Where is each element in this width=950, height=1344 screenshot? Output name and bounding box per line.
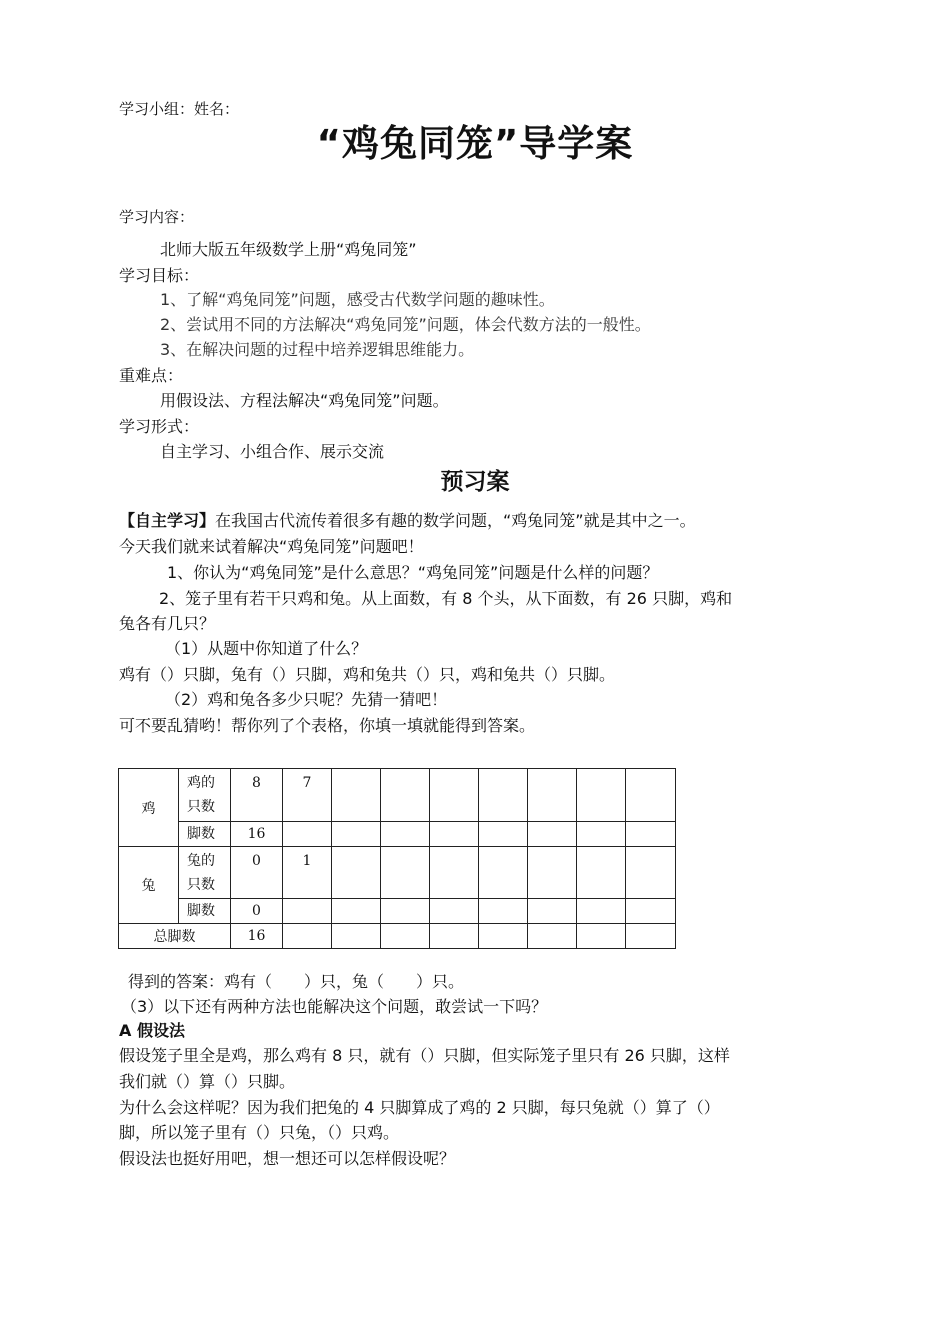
sub-question-2-note: 可不要乱猜哟！帮你列了个表格，你填一填就能得到答案。 <box>119 716 536 735</box>
table-row-chicken-count <box>119 769 676 822</box>
preview-intro1: 在我国古代流传着很多有趣的数学问题，“鸡兔同笼”就是其中之一。 <box>215 511 696 530</box>
table-cell[interactable] <box>626 924 676 949</box>
self-study-tag: 【自主学习】 <box>119 511 216 530</box>
table-cell[interactable] <box>283 924 332 949</box>
table-cell[interactable]: 8 <box>231 769 283 822</box>
rabbit-feet-label: 脚数 <box>179 899 231 924</box>
chicken-feet-label: 脚数 <box>179 822 231 847</box>
table-row-total-feet <box>119 924 676 949</box>
table-cell[interactable]: 7 <box>283 769 332 822</box>
table-cell[interactable]: 1 <box>283 847 332 899</box>
question-2-line1: 2、笼子里有若干只鸡和兔。从上面数，有 8 个头，从下面数，有 26 只脚，鸡和 <box>159 589 733 608</box>
table-cell[interactable] <box>381 769 430 822</box>
table-cell[interactable] <box>332 924 381 949</box>
content-text: 北师大版五年级数学上册“鸡兔同笼” <box>160 240 417 259</box>
rabbit-count-label: 兔的 只数 <box>179 847 231 899</box>
table-cell[interactable] <box>577 769 626 822</box>
sub-question-1: （1）从题中你知道了什么？ <box>165 639 368 658</box>
guess-table <box>118 768 676 949</box>
table-cell[interactable] <box>430 769 479 822</box>
method-a-line3: 为什么会这样呢？因为我们把兔的 4 只脚算成了鸡的 2 只脚，每只兔就（）算了（） <box>119 1098 720 1117</box>
table-cell[interactable] <box>283 822 332 847</box>
table-cell[interactable] <box>528 847 577 899</box>
table-cell[interactable] <box>479 822 528 847</box>
table-cell[interactable] <box>577 899 626 924</box>
method-a-line2: 我们就（）算（）只脚。 <box>119 1072 296 1091</box>
table-cell[interactable] <box>381 822 430 847</box>
table-cell[interactable] <box>381 924 430 949</box>
table-row-rabbit-count <box>119 847 676 899</box>
table-cell[interactable] <box>577 822 626 847</box>
form-label: 学习形式： <box>119 417 200 436</box>
table-cell[interactable] <box>332 822 381 847</box>
content-label: 学习内容： <box>119 208 195 226</box>
table-cell[interactable] <box>430 847 479 899</box>
method-a-line1: 假设笼子里全是鸡，那么鸡有 8 只，就有（）只脚，但实际笼子里只有 26 只脚，这样 <box>119 1046 730 1065</box>
table-cell[interactable] <box>283 899 332 924</box>
table-cell[interactable] <box>528 769 577 822</box>
goal-item-1: 1、了解“鸡兔同笼”问题，感受古代数学问题的趣味性。 <box>160 290 555 309</box>
goal-item-3: 3、在解决问题的过程中培养逻辑思维能力。 <box>160 340 475 359</box>
table-cell[interactable] <box>577 847 626 899</box>
preview-title: 预习案 <box>440 469 510 495</box>
table-cell[interactable]: 16 <box>231 822 283 847</box>
table-cell[interactable] <box>528 822 577 847</box>
preview-intro-line1 <box>119 511 696 531</box>
goals-label: 学习目标： <box>119 266 200 285</box>
table-row-rabbit-feet <box>119 899 676 924</box>
table-cell[interactable] <box>528 899 577 924</box>
method-a-title: A 假设法 <box>119 1021 185 1040</box>
question-2-line2: 兔各有几只？ <box>119 614 216 633</box>
table-cell[interactable] <box>479 924 528 949</box>
sub-question-1-fill: 鸡有（）只脚，兔有（）只脚，鸡和兔共（）只，鸡和兔共（）只脚。 <box>119 665 616 684</box>
sub-question-3: （3）以下还有两种方法也能解决这个问题，敢尝试一下吗？ <box>121 997 548 1016</box>
table-cell[interactable] <box>626 899 676 924</box>
table-cell[interactable] <box>332 899 381 924</box>
table-cell[interactable] <box>381 899 430 924</box>
table-cell[interactable] <box>626 822 676 847</box>
chicken-header: 鸡 <box>119 769 179 847</box>
method-a-line4: 脚，所以笼子里有（）只兔，（）只鸡。 <box>119 1123 400 1142</box>
preview-intro2: 今天我们就来试着解决“鸡兔同笼”问题吧！ <box>119 537 424 556</box>
table-cell[interactable] <box>479 899 528 924</box>
key-points-text: 用假设法、方程法解决“鸡兔同笼”问题。 <box>160 391 449 410</box>
page-title: “鸡兔同笼”导学案 <box>316 122 634 165</box>
table-cell[interactable] <box>430 899 479 924</box>
sub-question-2: （2）鸡和兔各多少只呢？先猜一猜吧！ <box>165 690 448 709</box>
chicken-count-label: 鸡的 只数 <box>179 769 231 822</box>
table-cell[interactable]: 16 <box>231 924 283 949</box>
table-cell[interactable] <box>430 822 479 847</box>
form-text: 自主学习、小组合作、展示交流 <box>160 442 385 461</box>
method-a-line5: 假设法也挺好用吧，想一想还可以怎样假设呢？ <box>119 1149 456 1168</box>
table-cell[interactable] <box>332 847 381 899</box>
table-cell[interactable]: 0 <box>231 847 283 899</box>
table-cell[interactable] <box>332 769 381 822</box>
group-name-line: 学习小组：姓名： <box>119 100 240 118</box>
table-cell[interactable] <box>626 769 676 822</box>
table-row-chicken-feet <box>119 822 676 847</box>
table-cell[interactable] <box>479 847 528 899</box>
table-cell[interactable] <box>430 924 479 949</box>
table-cell[interactable] <box>626 847 676 899</box>
table-cell[interactable] <box>528 924 577 949</box>
answer-line: 得到的答案：鸡有（ ）只，兔（ ）只。 <box>128 972 465 991</box>
table-cell[interactable]: 0 <box>231 899 283 924</box>
table-cell[interactable] <box>577 924 626 949</box>
question-1: 1、你认为“鸡兔同笼”是什么意思？“鸡兔同笼”问题是什么样的问题？ <box>167 563 659 582</box>
table-cell[interactable] <box>479 769 528 822</box>
table-cell[interactable] <box>381 847 430 899</box>
total-feet-label: 总脚数 <box>119 924 231 949</box>
goal-item-2: 2、尝试用不同的方法解决“鸡兔同笼”问题，体会代数方法的一般性。 <box>160 315 651 334</box>
rabbit-header: 兔 <box>119 847 179 924</box>
key-points-label: 重难点： <box>119 366 184 385</box>
